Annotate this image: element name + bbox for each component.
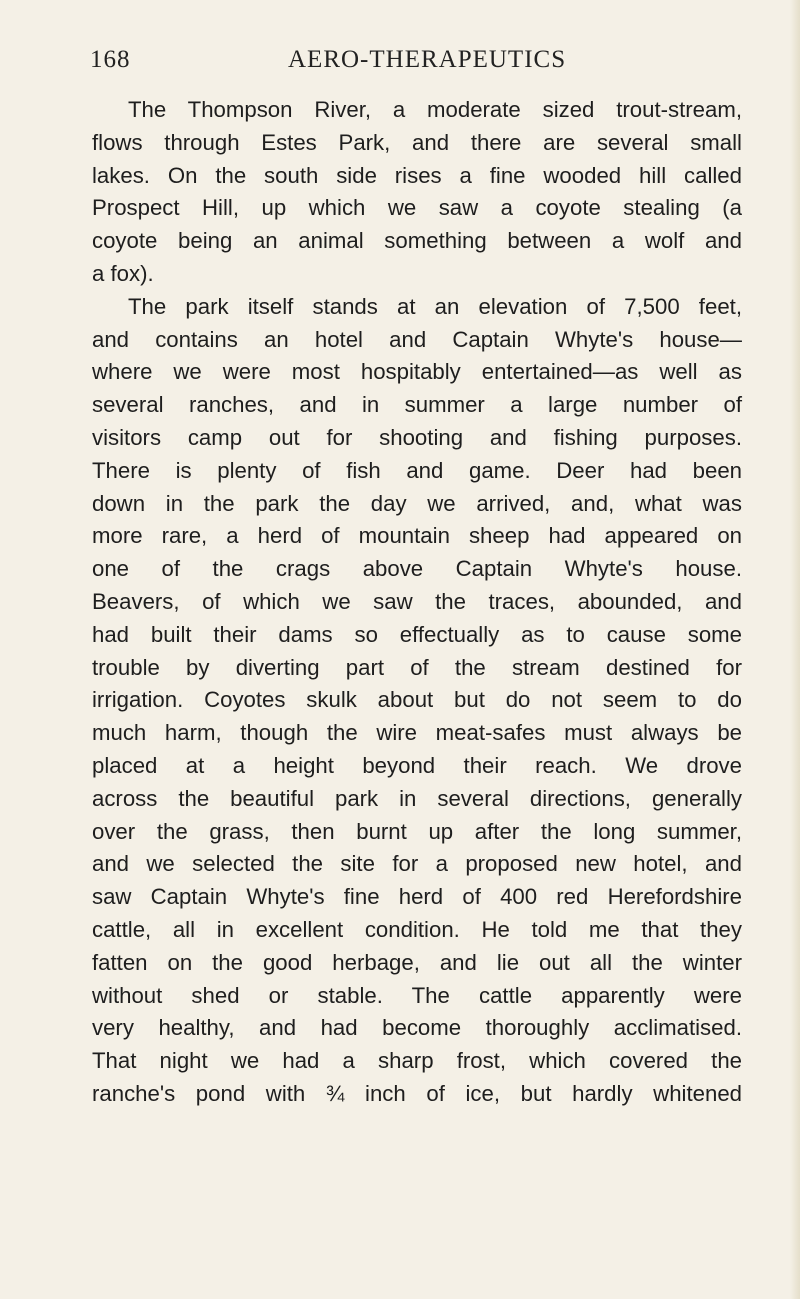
text-line: and contains an hotel and Captain Whyte's house— [92, 326, 742, 352]
text-line: Beavers, of which we saw the traces, abounded, and [92, 588, 742, 614]
text-line: ranche's pond with ¾ inch of ice, but hardly whitened [92, 1080, 742, 1106]
page-number: 168 [90, 46, 131, 73]
page-edge-shadow [790, 0, 800, 1299]
text-line: saw Captain Whyte's fine herd of 400 red Herefordshire [92, 884, 742, 910]
paragraph-1 [92, 94, 742, 291]
text-line: visitors camp out for shooting and fishing purposes. [92, 424, 742, 450]
text-line: flows through Estes Park, and there are several small [92, 129, 742, 155]
body-text [92, 94, 742, 1111]
text-line: There is plenty of fish and game. Deer had been [92, 457, 742, 483]
text-line: trouble by diverting part of the stream destined for [92, 654, 742, 680]
paragraph-2 [92, 291, 742, 1111]
text-line: The Thompson River, a moderate sized trout-stream, [128, 97, 742, 122]
text-line: much harm, though the wire meat-safes must always be [92, 720, 742, 746]
page-header [90, 46, 730, 80]
text-line: fatten on the good herbage, and lie out all the winter [92, 949, 742, 975]
text-line: Prospect Hill, up which we saw a coyote stealing (a [92, 195, 742, 221]
running-head: AERO-THERAPEUTICS [288, 46, 567, 73]
text-line: a fox). [92, 260, 154, 286]
text-line: had built their dams so effectually as to cause some [92, 621, 742, 647]
text-line: That night we had a sharp frost, which covered the [92, 1048, 742, 1074]
text-line: down in the park the day we arrived, and, what was [92, 490, 742, 516]
text-line: more rare, a herd of mountain sheep had appeared on [92, 523, 742, 549]
text-line: across the beautiful park in several directions, generally [92, 785, 742, 811]
text-line: very healthy, and had become thoroughly acclimatised. [92, 1015, 742, 1041]
text-line: cattle, all in excellent condition. He told me that they [92, 916, 742, 942]
text-line: where we were most hospitably entertained—as well as [92, 359, 742, 385]
text-line: without shed or stable. The cattle apparently were [92, 982, 742, 1008]
text-line: several ranches, and in summer a large number of [92, 392, 742, 418]
text-line: over the grass, then burnt up after the long summer, [92, 818, 742, 844]
text-line: and we selected the site for a proposed new hotel, and [92, 851, 742, 877]
text-line: placed at a height beyond their reach. We drove [92, 752, 742, 778]
text-line: coyote being an animal something between a wolf and [92, 228, 742, 254]
text-line: lakes. On the south side rises a fine wooded hill called [92, 162, 742, 188]
text-line: irrigation. Coyotes skulk about but do not seem to do [92, 687, 742, 713]
text-line: one of the crags above Captain Whyte's house. [92, 556, 742, 582]
text-line: The park itself stands at an elevation of 7,500 feet, [128, 293, 742, 319]
